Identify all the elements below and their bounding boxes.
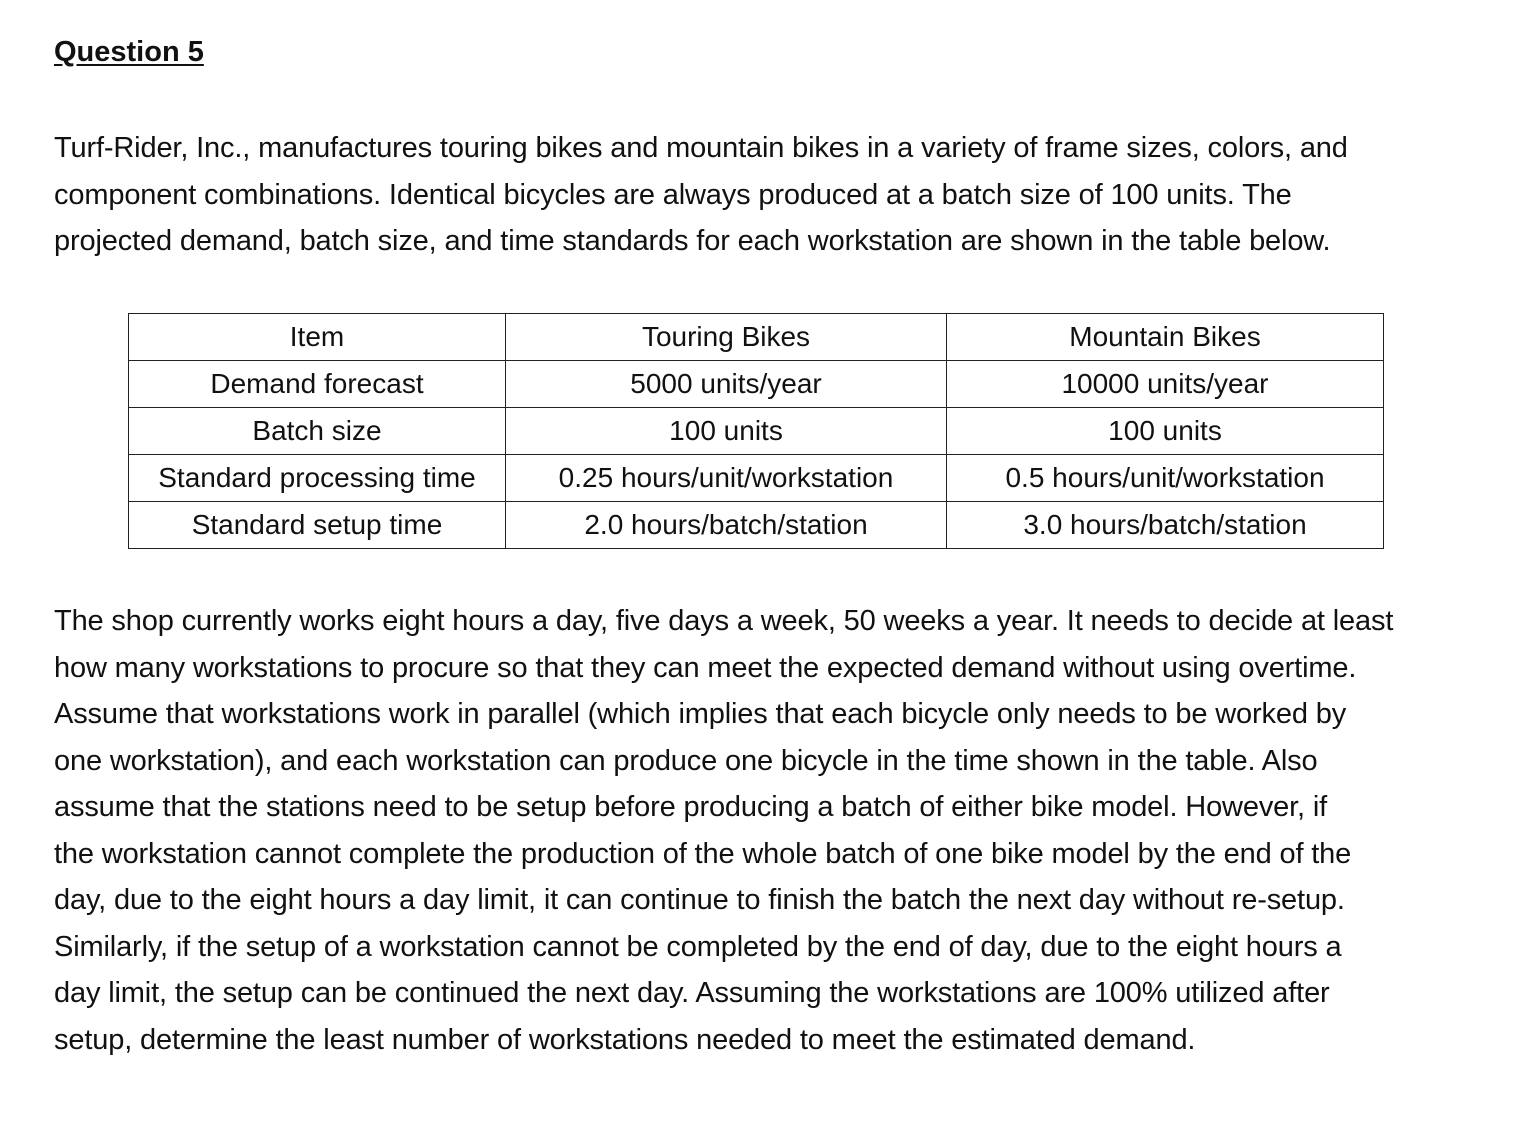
intro-line: projected demand, batch size, and time standards for each workstation are shown in the table below. (54, 225, 1331, 257)
body-line: setup, determine the least number of workstations needed to meet the estimated demand. (54, 1023, 1196, 1056)
body-line: day, due to the eight hours a day limit, it can continue to finish the batch the next day without re-setup. (54, 884, 1345, 916)
body-line: how many workstations to procure so that they can meet the expected demand without using overtime. (54, 651, 1357, 684)
body-line: the workstation cannot complete the production of the whole batch of one bike model by the end of the (54, 837, 1352, 870)
header-item: Item (129, 314, 506, 361)
table-row (129, 455, 1384, 502)
table-cell: Standard processing time (129, 455, 506, 502)
body-line: assume that the stations need to be setup before producing a batch of either bike model. However, if (54, 791, 1328, 823)
table-cell: 100 units (947, 408, 1384, 455)
table-header-row (129, 314, 1384, 361)
intro-line: Turf-Rider, Inc., manufactures touring bikes and mountain bikes in a variety of frame sizes, colors, and (54, 132, 1348, 164)
question-title: Question 5 (54, 36, 204, 68)
body-line: one workstation), and each workstation can produce one bicycle in the time shown in the table. Also (54, 744, 1318, 777)
body-line: day limit, the setup can be continued the next day. Assuming the workstations are 100% utilized after (54, 977, 1330, 1009)
body-line: The shop currently works eight hours a day, five days a week, 50 weeks a year. It needs to decide at least (54, 605, 1394, 637)
table-cell: 0.25 hours/unit/workstation (506, 455, 947, 502)
bike-data-table (128, 313, 1384, 549)
table-cell: Standard setup time (129, 502, 506, 549)
table-row (129, 361, 1384, 408)
problem-paragraph (54, 598, 1474, 1063)
table-row (129, 408, 1384, 455)
table-cell: 2.0 hours/batch/station (506, 502, 947, 549)
header-touring-bikes: Touring Bikes (506, 314, 947, 361)
body-line: Assume that workstations work in parallel (which implies that each bicycle only needs to be worked by (54, 698, 1347, 730)
table-cell: 0.5 hours/unit/workstation (947, 455, 1384, 502)
header-mountain-bikes: Mountain Bikes (947, 314, 1384, 361)
table-cell: Demand forecast (129, 361, 506, 408)
table-cell: 10000 units/year (947, 361, 1384, 408)
table-cell: 5000 units/year (506, 361, 947, 408)
body-line: Similarly, if the setup of a workstation cannot be completed by the end of day, due to the eight hours a (54, 930, 1342, 963)
table-row (129, 502, 1384, 549)
table-cell: 100 units (506, 408, 947, 455)
table-cell: Batch size (129, 408, 506, 455)
intro-line: component combinations. Identical bicycles are always produced at a batch size of 100 units. The (54, 178, 1292, 211)
intro-paragraph (54, 125, 1474, 265)
table-cell: 3.0 hours/batch/station (947, 502, 1384, 549)
